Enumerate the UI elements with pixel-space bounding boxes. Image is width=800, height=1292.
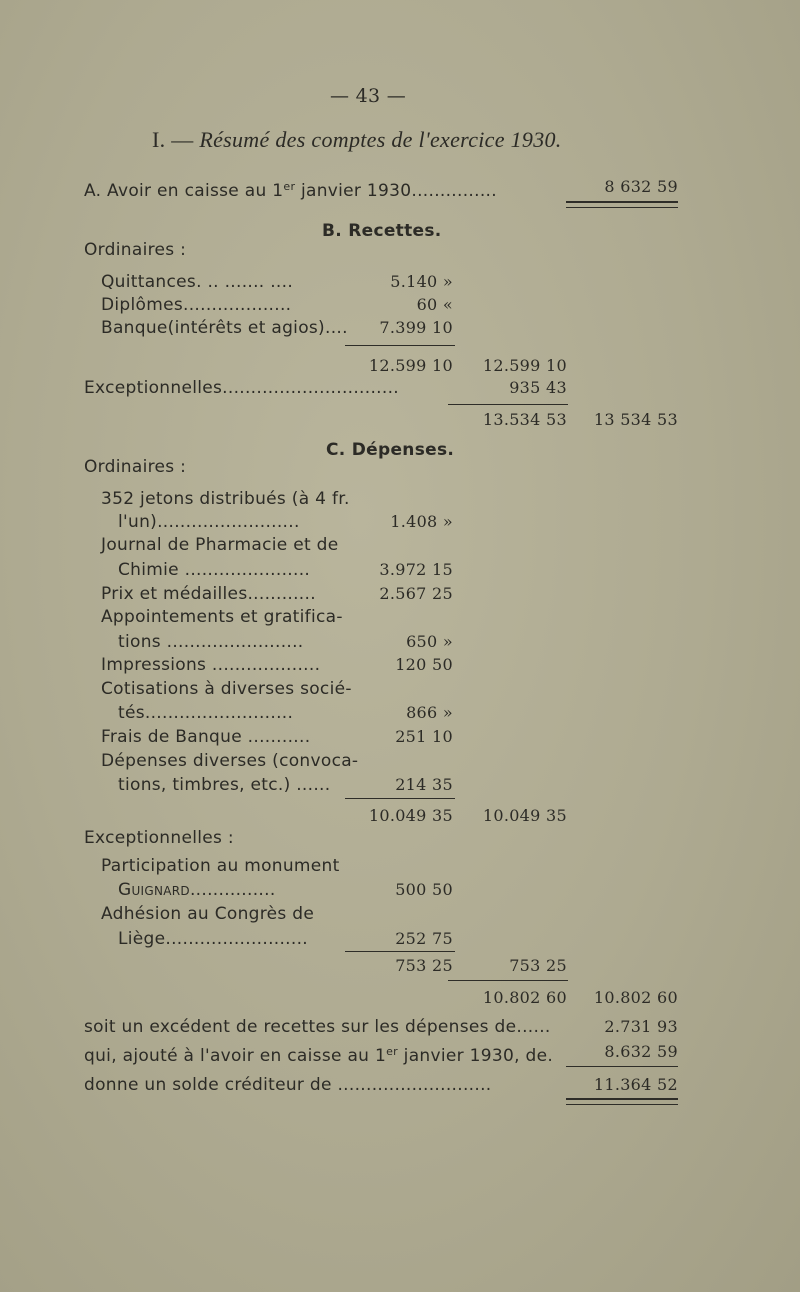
depenses-item-amount: 866 » — [406, 703, 453, 722]
recettes-item-amount: 7.399 10 — [379, 318, 453, 337]
depenses-item-line2: Chimie ...................... — [118, 560, 311, 580]
depenses-total-rule — [448, 980, 568, 981]
depenses-heading: C. Dépenses. — [326, 440, 455, 460]
depenses-item-line1: Dépenses diverses (convoca- — [101, 751, 359, 771]
recettes-total-rule — [448, 404, 568, 405]
depenses-exc-item-line2: Liège......................... — [118, 929, 308, 949]
depenses-exc-item-amount: 500 50 — [395, 880, 453, 899]
recettes-item-label: Diplômes................... — [101, 295, 292, 315]
depenses-exc-item-line2 — [118, 880, 276, 900]
depenses-item-amount: 1.408 » — [390, 512, 453, 531]
summary-ajoute-rule — [566, 1066, 678, 1067]
depenses-subtotal-col1: 10.049 35 — [368, 806, 453, 825]
page-number: — 43 — — [330, 85, 407, 107]
depenses-item-line1: Journal de Pharmacie et de — [101, 535, 339, 555]
depenses-exc-item-amount: 252 75 — [395, 929, 453, 948]
depenses-item-amount: 2.567 25 — [379, 584, 453, 603]
summary-ajoute-label — [84, 1042, 553, 1066]
avoir-label — [84, 177, 497, 201]
depenses-item-amount: 251 10 — [395, 727, 453, 746]
depenses-item-line1: Prix et médailles............ — [101, 584, 316, 604]
depenses-item-line1: Impressions ................... — [101, 655, 321, 675]
recettes-heading: B. Recettes. — [322, 221, 442, 241]
section-title-prefix: I. — — [152, 127, 194, 152]
depenses-item-line2: tions ........................ — [118, 632, 304, 652]
recettes-ordinaires-label: Ordinaires : — [84, 240, 187, 260]
avoir-label-b: janvier 1930............... — [295, 181, 497, 201]
recettes-item-label: Quittances. .. ....... .... — [101, 272, 294, 292]
depenses-exceptionnelles-label: Exceptionnelles : — [84, 828, 234, 848]
depenses-exc-item-line1: Participation au monument — [101, 856, 340, 876]
recettes-subtotal-rule — [345, 345, 455, 346]
recettes-subtotal-col1: 12.599 10 — [368, 356, 453, 375]
depenses-item-amount: 650 » — [406, 632, 453, 651]
depenses-item-amount: 214 35 — [395, 775, 453, 794]
avoir-label-sup: er — [283, 180, 296, 193]
summary-excedent-label: soit un excédent de recettes sur les dépenses de...... — [84, 1017, 551, 1037]
depenses-subtotal-col2: 10.049 35 — [482, 806, 567, 825]
depenses-item-line1: Frais de Banque ........... — [101, 727, 311, 747]
avoir-label-a: A. Avoir en caisse au 1 — [84, 181, 284, 201]
depenses-exc-total-col2: 753 25 — [509, 956, 567, 975]
depenses-item-amount: 3.972 15 — [379, 560, 453, 579]
recettes-exceptionnelles-label: Exceptionnelles............................... — [84, 378, 399, 398]
summary-ajoute-amount: 8.632 59 — [604, 1042, 678, 1061]
recettes-item-label: Banque(intérêts et agios).... — [101, 318, 348, 338]
summary-solde-amount: 11.364 52 — [593, 1075, 678, 1094]
depenses-item-line2: tés.......................... — [118, 703, 294, 723]
recettes-subtotal-col2: 12.599 10 — [482, 356, 567, 375]
depenses-subtotal-rule — [345, 798, 455, 799]
summary-excedent-amount: 2.731 93 — [604, 1017, 678, 1036]
depenses-exc-total-rule — [345, 951, 455, 952]
depenses-item-line1: Cotisations à diverses socié- — [101, 679, 352, 699]
depenses-item-line1: 352 jetons distribués (à 4 fr. — [101, 489, 350, 509]
section-title-text: Résumé des comptes de l'exercice 1930. — [199, 127, 562, 152]
recettes-item-amount: 60 « — [416, 295, 453, 314]
summary-ajoute-b: janvier 1930, de. — [397, 1046, 554, 1066]
guignard-dots: ............... — [189, 880, 276, 900]
section-title — [152, 127, 562, 152]
recettes-item-amount: 5.140 » — [390, 272, 453, 291]
recettes-exceptionnelles-amount: 935 43 — [509, 378, 567, 397]
depenses-item-line1: Appointements et gratifica- — [101, 607, 343, 627]
avoir-double-rule — [566, 201, 678, 208]
summary-solde-double-rule — [566, 1098, 678, 1105]
depenses-exc-total-col1: 753 25 — [395, 956, 453, 975]
depenses-total-col3: 10.802 60 — [593, 988, 678, 1007]
summary-ajoute-a: qui, ajouté à l'avoir en caisse au 1 — [84, 1046, 387, 1066]
summary-solde-label: donne un solde créditeur de ........................... — [84, 1075, 492, 1095]
avoir-amount: 8 632 59 — [604, 177, 678, 196]
depenses-item-line2: tions, timbres, etc.) ...... — [118, 775, 331, 795]
summary-ajoute-sup: er — [386, 1045, 398, 1058]
depenses-ordinaires-label: Ordinaires : — [84, 457, 187, 477]
guignard-name: Guignard — [118, 880, 190, 900]
recettes-total-col3: 13 534 53 — [593, 410, 678, 429]
recettes-total-col2: 13.534 53 — [482, 410, 567, 429]
depenses-exc-item-line1: Adhésion au Congrès de — [101, 904, 315, 924]
depenses-item-amount: 120 50 — [395, 655, 453, 674]
depenses-item-line2: l'un)......................... — [118, 512, 300, 532]
depenses-total-col2: 10.802 60 — [482, 988, 567, 1007]
